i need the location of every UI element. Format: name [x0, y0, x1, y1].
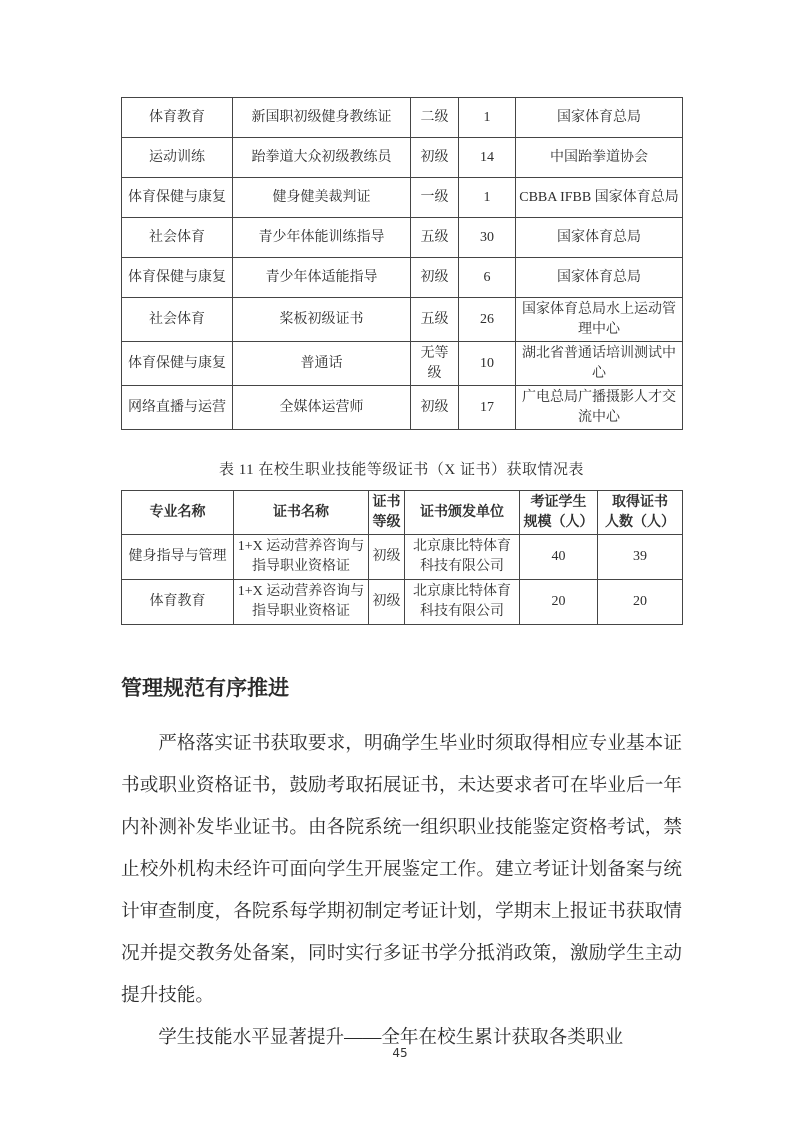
level-cell: 初级: [369, 580, 405, 625]
issuer-cell: 广电总局广播摄影人才交流中心: [516, 386, 683, 430]
issuer-cell: 国家体育总局水上运动管理中心: [516, 298, 683, 342]
cert-line2: 指导职业资格证: [252, 559, 350, 574]
cert-cell: 桨板初级证书: [233, 298, 411, 342]
header-level-line2: 等级: [372, 514, 401, 530]
header-obtained-line1: 取得证书: [612, 494, 668, 510]
header-major: 专业名称: [122, 491, 234, 535]
page-number: 45: [392, 1046, 408, 1060]
issuer-cell: [405, 535, 520, 580]
header-cert: 证书名称: [234, 491, 369, 535]
level-cell: 初级: [411, 386, 459, 430]
header-scale-line2: 规模（人）: [523, 514, 594, 530]
header-obtained: [598, 491, 683, 535]
level-cell: 无等级: [411, 342, 459, 386]
issuer-cell: 国家体育总局: [516, 258, 683, 298]
cert-cell: 青少年体适能指导: [233, 258, 411, 298]
table-row: [122, 218, 683, 258]
header-scale-line1: 考证学生: [530, 494, 587, 510]
table-row: [122, 298, 683, 342]
issuer-line2: 科技有限公司: [420, 559, 504, 574]
cert-cell: 新国职初级健身教练证: [233, 98, 411, 138]
section-heading: 管理规范有序推进: [121, 676, 289, 700]
issuer-cell: 湖北省普通话培训测试中心: [516, 342, 683, 386]
header-obtained-line2: 人数（人）: [605, 514, 675, 530]
issuer-cell: 国家体育总局: [516, 98, 683, 138]
cert-cell: 全媒体运营师: [233, 386, 411, 430]
major-cell: 网络直播与运营: [122, 386, 233, 430]
table-row: [122, 178, 683, 218]
count-cell: 26: [459, 298, 516, 342]
level-cell: 初级: [369, 535, 405, 580]
issuer-line2: 科技有限公司: [420, 604, 504, 619]
major-cell: 社会体育: [122, 298, 233, 342]
cert-line2: 指导职业资格证: [252, 604, 350, 619]
level-cell: 初级: [411, 138, 459, 178]
major-cell: 体育保健与康复: [122, 178, 233, 218]
cert-cell: [234, 580, 369, 625]
table-row: [122, 258, 683, 298]
cert-cell: 青少年体能训练指导: [233, 218, 411, 258]
header-issuer: 证书颁发单位: [405, 491, 520, 535]
major-cell: 体育保健与康复: [122, 258, 233, 298]
table-row: [122, 98, 683, 138]
issuer-cell: 国家体育总局: [516, 218, 683, 258]
count-cell: 14: [459, 138, 516, 178]
major-cell: 体育教育: [122, 98, 233, 138]
table-caption: 表 11 在校生职业技能等级证书（X 证书）获取情况表: [218, 462, 585, 478]
obtained-cell: 20: [598, 580, 683, 625]
cert-line1: 1+X 运动营养咨询与: [237, 584, 365, 600]
level-cell: 五级: [411, 218, 459, 258]
table-row: [122, 535, 683, 580]
issuer-cell: [405, 580, 520, 625]
major-cell: 社会体育: [122, 218, 233, 258]
table-header-row: [122, 491, 683, 535]
cert-cell: 健身健美裁判证: [233, 178, 411, 218]
major-cell: 运动训练: [122, 138, 233, 178]
issuer-line1: 北京康比特体育: [413, 584, 511, 600]
header-level: [369, 491, 405, 535]
issuer-cell: 中国跆拳道协会: [516, 138, 683, 178]
table-row: [122, 386, 683, 430]
header-level-line1: 证书: [372, 494, 401, 510]
cert-cell: 跆拳道大众初级教练员: [233, 138, 411, 178]
level-cell: 五级: [411, 298, 459, 342]
header-scale: [520, 491, 598, 535]
cert-cell: [234, 535, 369, 580]
cert-cell: 普通话: [233, 342, 411, 386]
issuer-line1: 北京康比特体育: [413, 539, 511, 555]
certificate-continuation-table: [121, 97, 683, 430]
count-cell: 30: [459, 218, 516, 258]
table-row: [122, 342, 683, 386]
x-certificate-table: [121, 490, 683, 625]
major-cell: 体育教育: [122, 580, 234, 625]
obtained-cell: 39: [598, 535, 683, 580]
table-row: [122, 580, 683, 625]
count-cell: 10: [459, 342, 516, 386]
count-cell: 1: [459, 178, 516, 218]
body-paragraph-2: 学生技能水平显著提升——全年在校生累计获取各类职业: [158, 1027, 624, 1048]
document-page: [121, 0, 682, 1059]
body-paragraph-1: 严格落实证书获取要求，明确学生毕业时须取得相应专业基本证书或职业资格证书，鼓励考取拓展证书，未达要求者可在毕业后一年内补测补发毕业证书。由各院系统一组织职业技能鉴定资格考试，禁止校外机构未经许可面向学生开展鉴定工作。建立考证计划备案与统计审查制度，各院系每学期初制定考证计划，学期末上报证书获取情况并提交教务处备案，同时实行多证书学分抵消政策，激励学生主动提升技能。: [121, 733, 682, 1006]
count-cell: 17: [459, 386, 516, 430]
scale-cell: 40: [520, 535, 598, 580]
table-row: [122, 138, 683, 178]
level-cell: 一级: [411, 178, 459, 218]
scale-cell: 20: [520, 580, 598, 625]
issuer-cell: CBBA IFBB 国家体育总局: [516, 178, 683, 218]
major-cell: 体育保健与康复: [122, 342, 233, 386]
cert-line1: 1+X 运动营养咨询与: [237, 539, 365, 555]
level-cell: 初级: [411, 258, 459, 298]
level-cell: 二级: [411, 98, 459, 138]
count-cell: 1: [459, 98, 516, 138]
count-cell: 6: [459, 258, 516, 298]
major-cell: 健身指导与管理: [122, 535, 234, 580]
